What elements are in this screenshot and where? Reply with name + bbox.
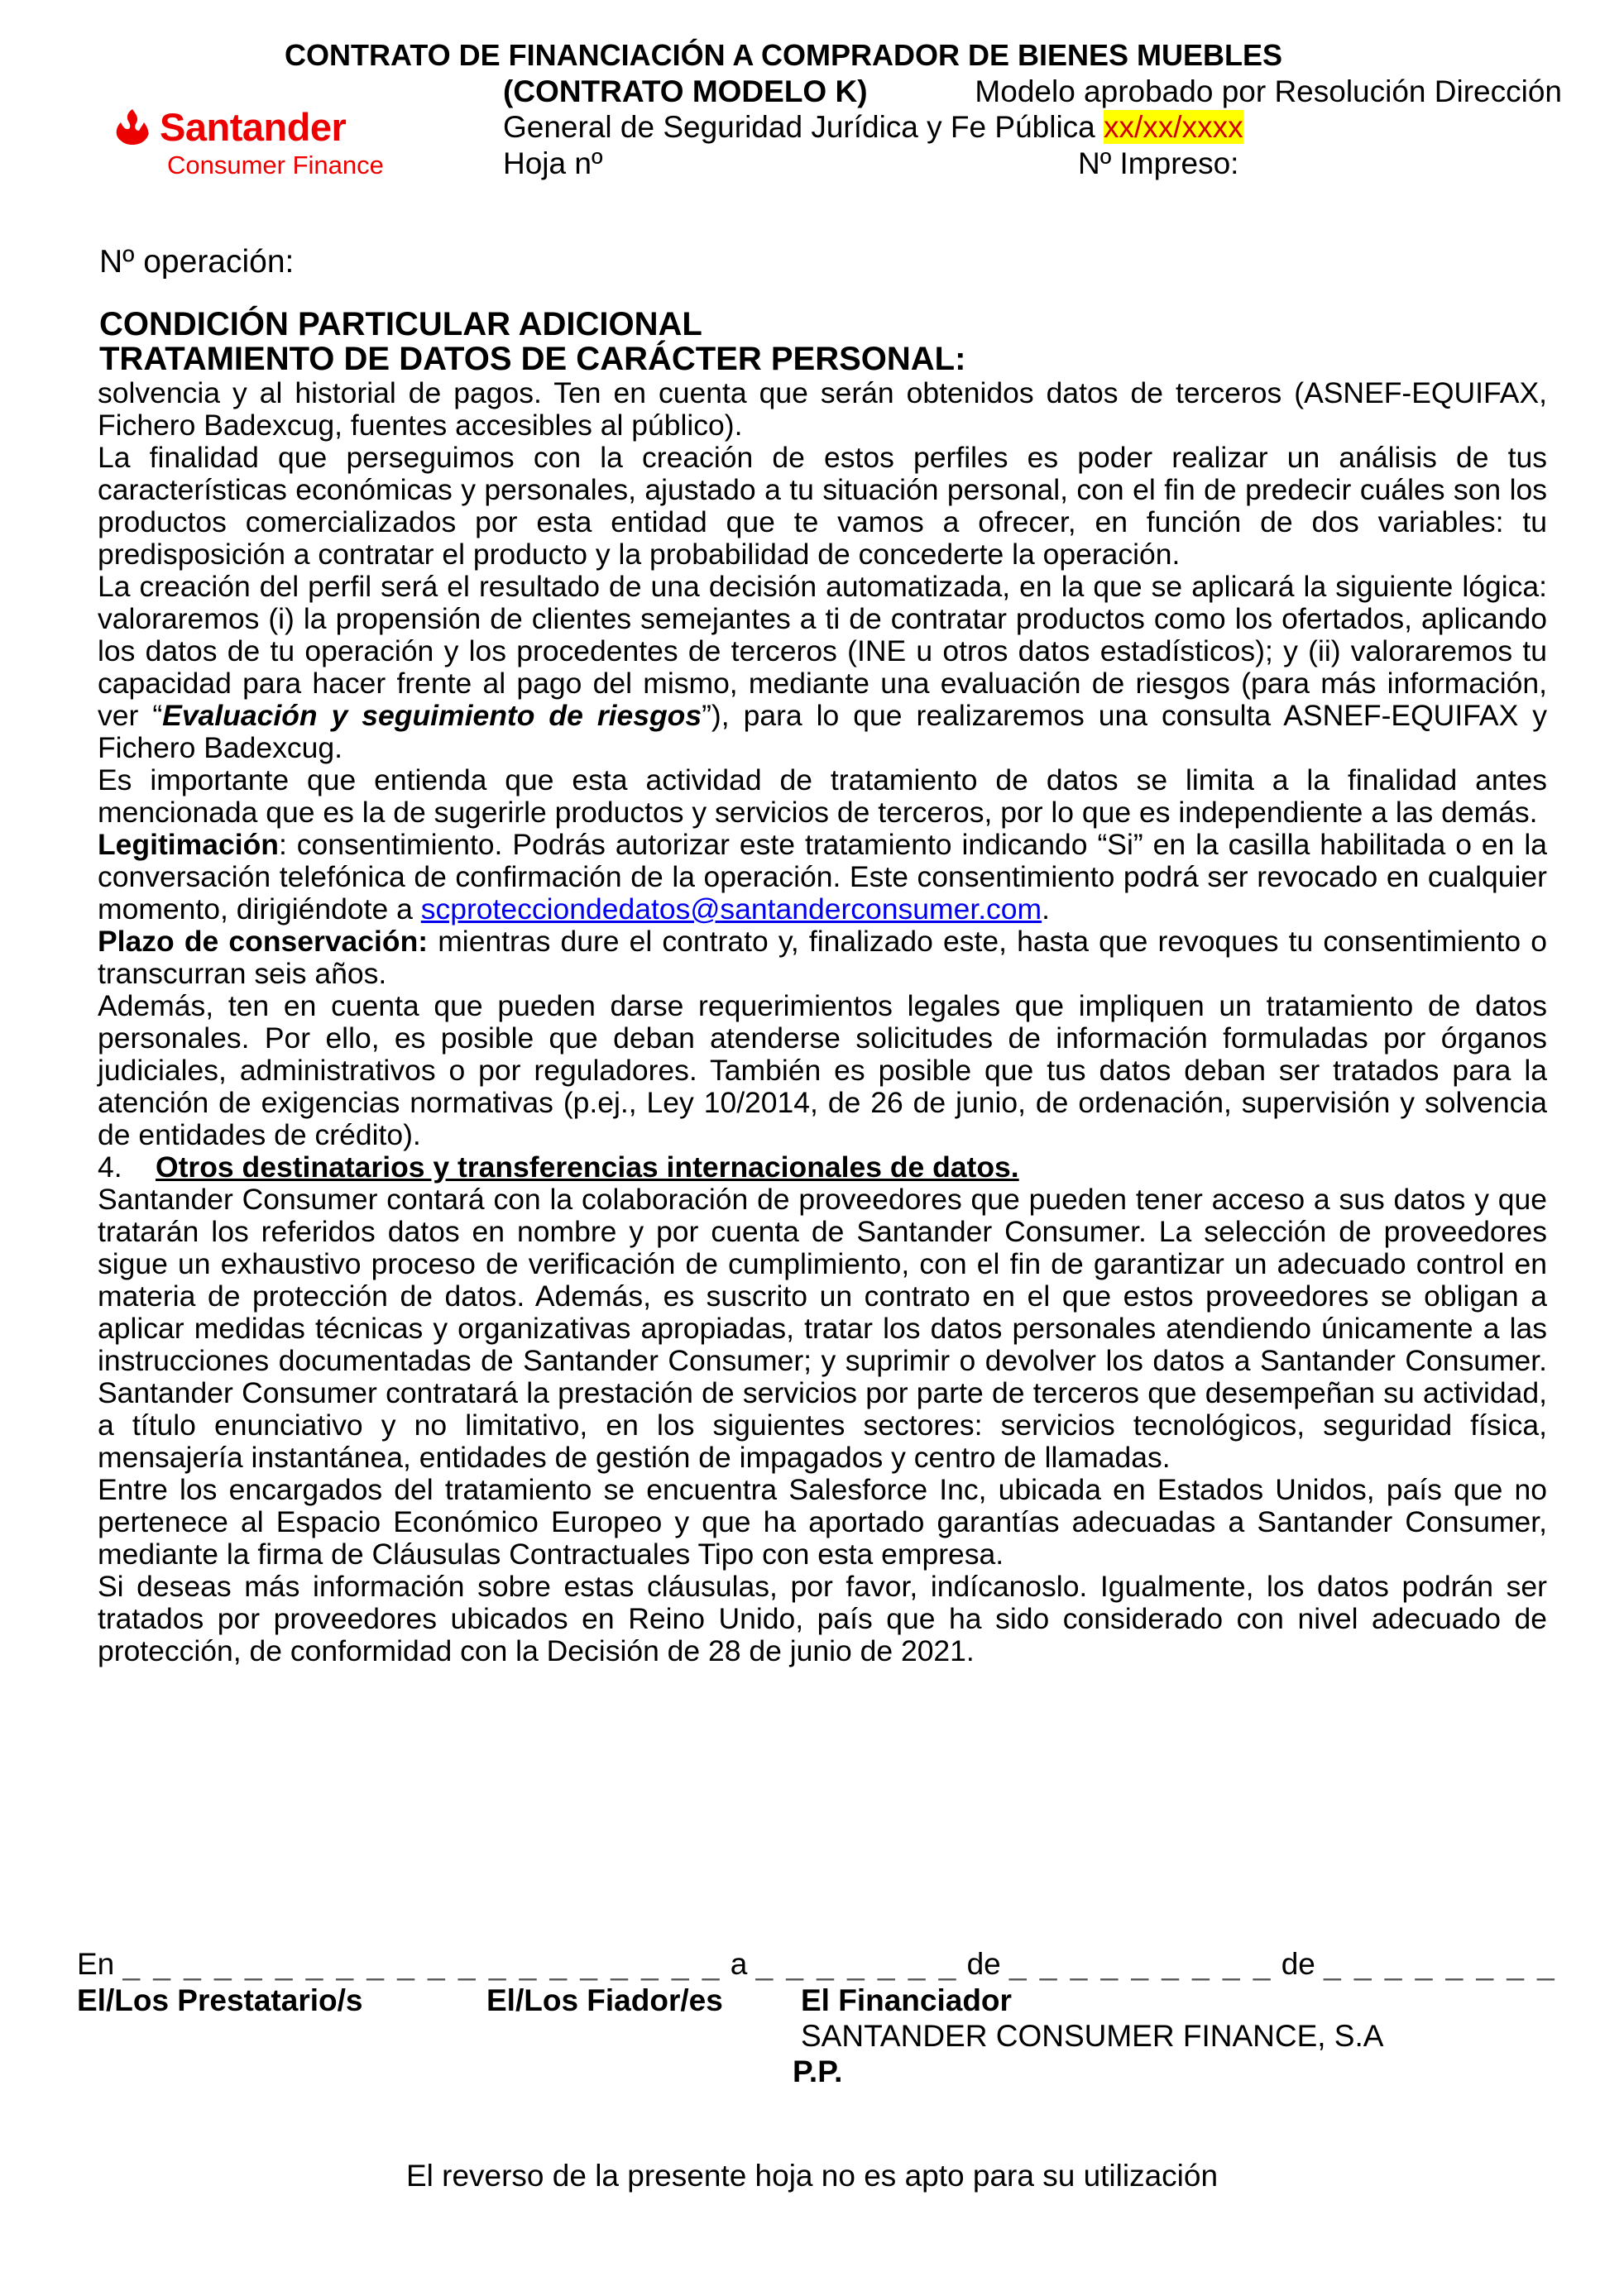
text-run: mientras dure el contrato y, finalizado este, hasta que revoques tu consentimiento o transcurran seis años. bbox=[98, 925, 1548, 990]
paragraph: Si deseas más información sobre estas cláusulas, por favor, indícanoslo. Igualmente, los datos podrán ser tratados por proveedores ubicados en Reino Unido, país que ha sido considerado con nivel adecuado de protección, de conformidad con la Decisión de 28 de junio de 2021. bbox=[98, 1570, 1547, 1667]
approval-line bbox=[503, 110, 1243, 145]
paragraph: La finalidad que perseguimos con la creación de estos perfiles es poder realizar un análisis de tus características económicas y personales, ajustado a tu situación personal, con el fin de predecir cuáles son los productos comercializados por esta entidad que te vamos a ofrecer, en función de dos variables: tu predisposición a contratar el producto y la probabilidad de concederte la operación. bbox=[98, 441, 1547, 571]
text-run: : consentimiento. Podrás autorizar este tratamiento indicando “Si” en la casilla habilitada o en la conversación telefónica de confirmación de la operación. Este consentimiento podrá ser revocado en cualquier momento, dirigiéndote a bbox=[98, 828, 1547, 926]
model-line bbox=[503, 74, 1562, 109]
flame-icon bbox=[114, 108, 151, 146]
section-heading: CONDICIÓN PARTICULAR ADICIONAL bbox=[99, 306, 702, 342]
company-name: SANTANDER CONSUMER FINANCE, S.A bbox=[801, 2019, 1384, 2053]
month-blank: _ _ _ _ _ _ _ _ _ bbox=[1009, 1947, 1273, 1981]
legitimacy-label: Legitimación bbox=[98, 828, 279, 861]
paragraph: solvencia y al historial de pagos. Ten en cuenta que serán obtenidos datos de terceros (ASNEF-EQUIFAX, Fichero Badexcug, fuentes accesibles al público). bbox=[98, 376, 1547, 442]
paragraph bbox=[98, 926, 1547, 990]
text-run: La creación del perfil será el resultado de una decisión automatizada, en la que se aplicará la siguiente lógica: valoraremos (i) la propensión de clientes semejantes a ti de contratar productos como los ofertados, aplicando los datos de tu operación y los procedentes de terceros (INE u otros datos estadísticos); y (ii) valoraremos tu capacidad para hacer frente al pago del mismo, mediante una evaluación de riesgos (para más información, ver “ bbox=[98, 570, 1547, 732]
month-label: de bbox=[966, 1947, 1001, 1981]
proxy-label: P.P. bbox=[793, 2054, 843, 2088]
year-label: de bbox=[1281, 1947, 1315, 1981]
paragraph bbox=[98, 829, 1547, 926]
emphasis-text: Evaluación y seguimiento de riesgos bbox=[162, 699, 702, 732]
section-title: Otros destinatarios y transferencias internacionales de datos. bbox=[156, 1150, 1019, 1184]
contract-title: CONTRATO DE FINANCIACIÓN A COMPRADOR DE BIENES MUEBLES bbox=[285, 38, 1283, 72]
retention-label: Plazo de conservación: bbox=[98, 925, 429, 958]
contract-body bbox=[98, 377, 1547, 1667]
financier-signature-label: El Financiador bbox=[801, 1983, 1012, 2017]
day-label: a bbox=[730, 1947, 748, 1981]
brand-subtitle: Consumer Finance bbox=[167, 151, 384, 179]
paragraph: Entre los encargados del tratamiento se encuentra Salesforce Inc, ubicada en Estados Unidos, país que no pertenece al Espacio Económico Europeo y que ha aportado garantías adecuadas a Santander Consumer, mediante la firma de Cláusulas Contractuales Tipo con esta empresa. bbox=[98, 1473, 1547, 1571]
brand-name: Santander bbox=[160, 105, 347, 149]
text-run: ”), para lo que realizaremos una consulta ASNEF-EQUIFAX y Fichero Badexcug. bbox=[98, 699, 1548, 764]
email-link[interactable]: scprotecciondedatos@santanderconsumer.com bbox=[420, 892, 1042, 926]
day-blank: _ _ _ _ _ _ _ bbox=[755, 1947, 959, 1981]
sheet-line bbox=[503, 146, 1248, 181]
place-date-line bbox=[77, 1947, 1557, 1982]
section-number: 4. bbox=[98, 1150, 122, 1184]
paragraph: Santander Consumer contará con la colaboración de proveedores que pueden tener acceso a sus datos y que tratarán los referidos datos en nombre y por cuenta de Santander Consumer. La selección de proveedores sigue un exhaustivo proceso de verificación de cumplimiento, con el fin de garantizar un adecuado control en materia de protección de datos. Además, es suscrito un contrato en el que estos proveedores se obligan a aplicar medidas técnicas y organizativas apropiadas, tratar los datos personales atendiendo únicamente a las instrucciones documentadas de Santander Consumer; y suprimir o devolver los datos a Santander Consumer. Santander Consumer contratará la prestación de servicios por parte de terceros que desempeñan su actividad, a título enunciativo y no limitativo, en los siguientes sectores: servicios tecnológicos, seguridad física, mensajería instantánea, entidades de gestión de impagados y centro de llamadas. bbox=[98, 1183, 1547, 1474]
borrower-signature-label: El/Los Prestatario/s bbox=[77, 1983, 363, 2017]
print-number-label: Nº Impreso: bbox=[1078, 146, 1239, 180]
guarantor-signature-label: El/Los Fiador/es bbox=[486, 1983, 723, 2017]
section-4-heading bbox=[98, 1151, 1547, 1184]
place-blank: _ _ _ _ _ _ _ _ _ _ _ _ _ _ _ _ _ _ _ _ bbox=[122, 1947, 722, 1981]
year-blank: _ _ _ _ _ _ _ _ bbox=[1324, 1947, 1557, 1981]
paragraph bbox=[98, 571, 1547, 764]
model-label: (CONTRATO MODELO K) bbox=[503, 74, 868, 108]
santander-logo bbox=[114, 106, 387, 180]
paragraph: Es importante que entienda que esta actividad de tratamiento de datos se limita a la finalidad antes mencionada que es la de sugerirle productos y servicios de terceros, por lo que es independiente a las demás. bbox=[98, 763, 1547, 829]
text-run: . bbox=[1042, 892, 1050, 926]
paragraph: Además, ten en cuenta que pueden darse requerimientos legales que impliquen un tratamiento de datos personales. Por ello, es posible que deban atenderse solicitudes de información formuladas por órganos judiciales, administrativos o por reguladores. También es posible que tus datos deban ser tratados para la atención de exigencias normativas (p.ej., Ley 10/2014, de 26 de junio, de ordenación, supervisión y solvencia de entidades de crédito). bbox=[98, 989, 1547, 1151]
section-subheading: TRATAMIENTO DE DATOS DE CARÁCTER PERSONAL: bbox=[99, 341, 966, 377]
place-label: En bbox=[77, 1947, 115, 1981]
sheet-number-label: Hoja nº bbox=[503, 146, 603, 180]
approval-authority: General de Seguridad Jurídica y Fe Pública bbox=[503, 110, 1095, 144]
date-placeholder: xx/xx/xxxx bbox=[1104, 110, 1243, 144]
model-approval-text: Modelo aprobado por Resolución Dirección bbox=[975, 74, 1562, 108]
operation-number-label: Nº operación: bbox=[99, 244, 295, 280]
footer-note: El reverso de la presente hoja no es apto para su utilización bbox=[405, 2159, 1219, 2193]
